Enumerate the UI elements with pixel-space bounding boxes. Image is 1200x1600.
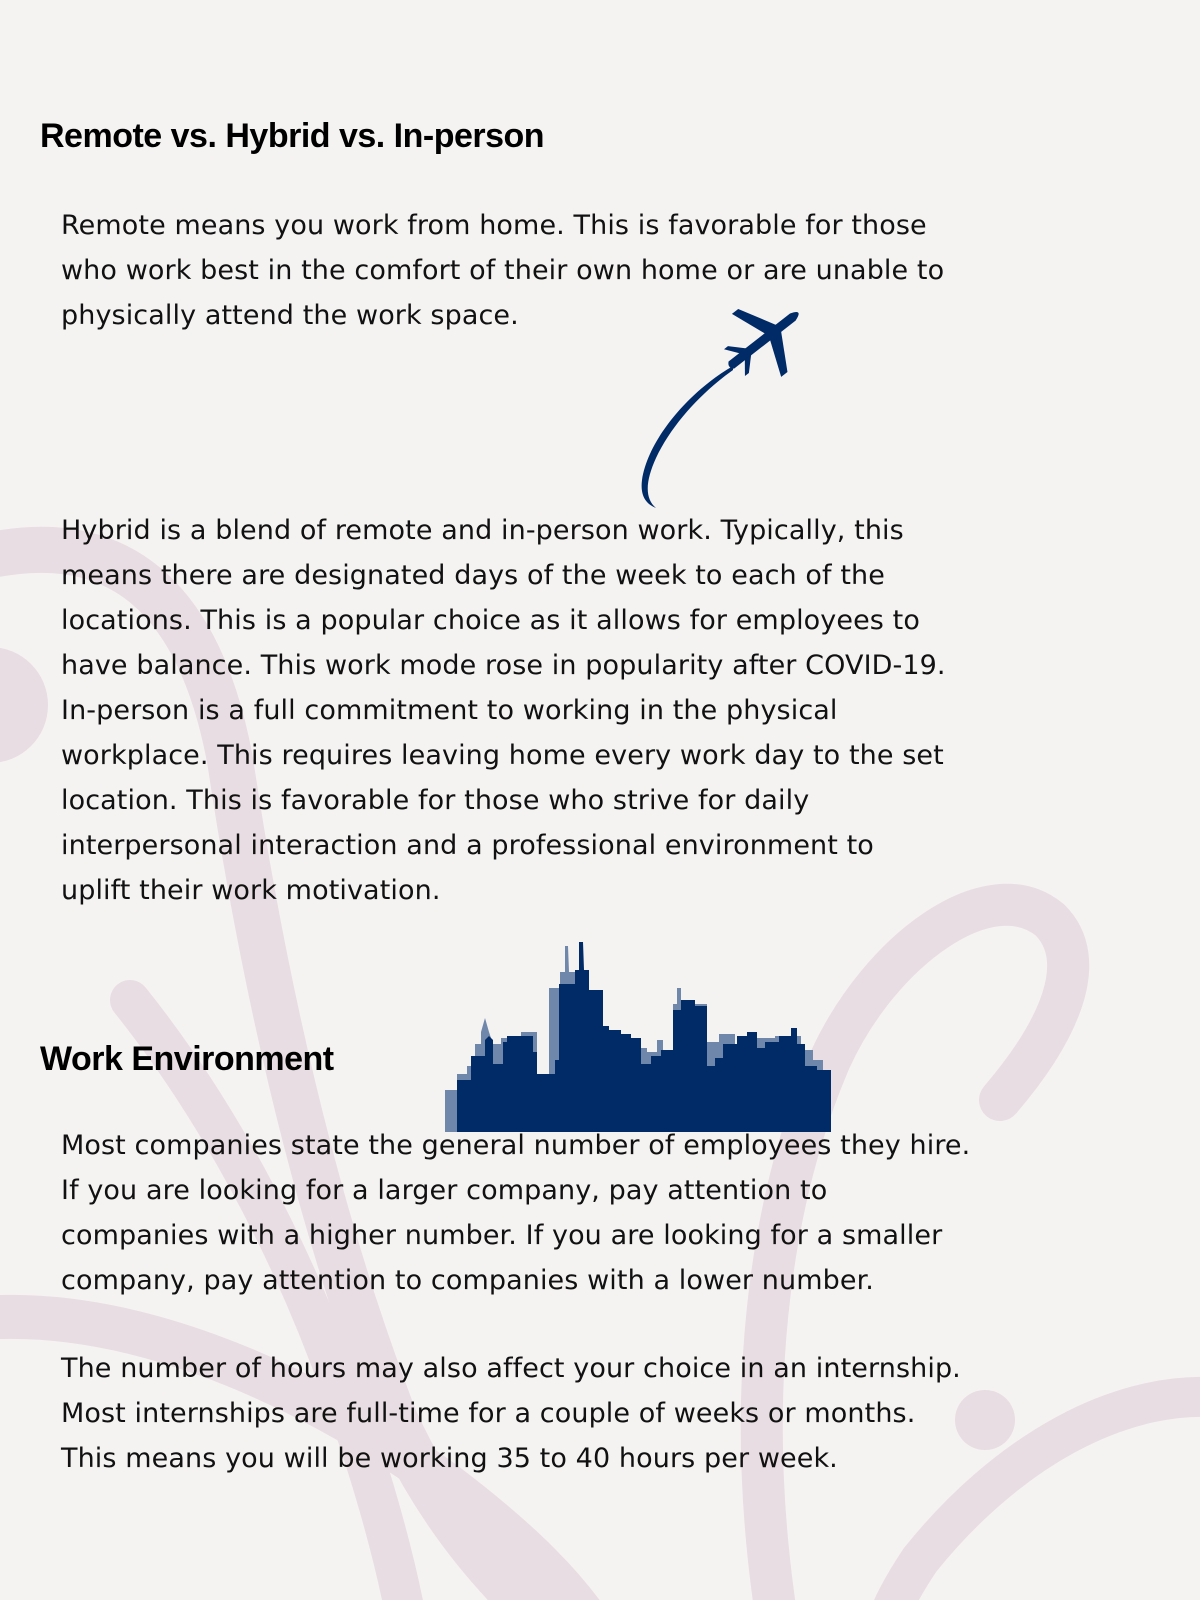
airplane-icon (630, 300, 830, 520)
work-hours-line: The number of hours may also affect your choice in an internship. (61, 1353, 961, 1384)
work-hours-line: This means you will be working 35 to 40 hours per week. (61, 1443, 838, 1474)
city-skyline-icon (445, 940, 840, 1140)
company-size-paragraph (61, 1123, 970, 1303)
work-hours-paragraph (61, 1346, 961, 1481)
hybrid-paragraph (61, 508, 946, 913)
hybrid-line: Hybrid is a blend of remote and in-person work. Typically, this (61, 515, 904, 546)
section-heading-work-modes: Remote vs. Hybrid vs. In-person (40, 117, 545, 155)
company-size-line: companies with a higher number. If you are looking for a smaller (61, 1220, 943, 1251)
section-heading-work-environment: Work Environment (40, 1040, 334, 1078)
hybrid-line: interpersonal interaction and a professional environment to (61, 830, 874, 861)
hybrid-line: uplift their work motivation. (61, 875, 441, 906)
remote-line: physically attend the work space. (61, 300, 519, 331)
company-size-line: If you are looking for a larger company, pay attention to (61, 1175, 828, 1206)
hybrid-line: workplace. This requires leaving home every work day to the set (61, 740, 944, 771)
hybrid-line: In-person is a full commitment to working in the physical (61, 695, 838, 726)
hybrid-line: have balance. This work mode rose in popularity after COVID-19. (61, 650, 946, 681)
remote-line: Remote means you work from home. This is favorable for those (61, 210, 927, 241)
work-hours-line: Most internships are full-time for a couple of weeks or months. (61, 1398, 916, 1429)
hybrid-line: means there are designated days of the week to each of the (61, 560, 885, 591)
company-size-line: company, pay attention to companies with a lower number. (61, 1265, 874, 1296)
company-size-line: Most companies state the general number of employees they hire. (61, 1130, 971, 1161)
hybrid-line: location. This is favorable for those who strive for daily (61, 785, 810, 816)
hybrid-line: locations. This is a popular choice as it allows for employees to (61, 605, 920, 636)
remote-line: who work best in the comfort of their own home or are unable to (61, 255, 945, 286)
